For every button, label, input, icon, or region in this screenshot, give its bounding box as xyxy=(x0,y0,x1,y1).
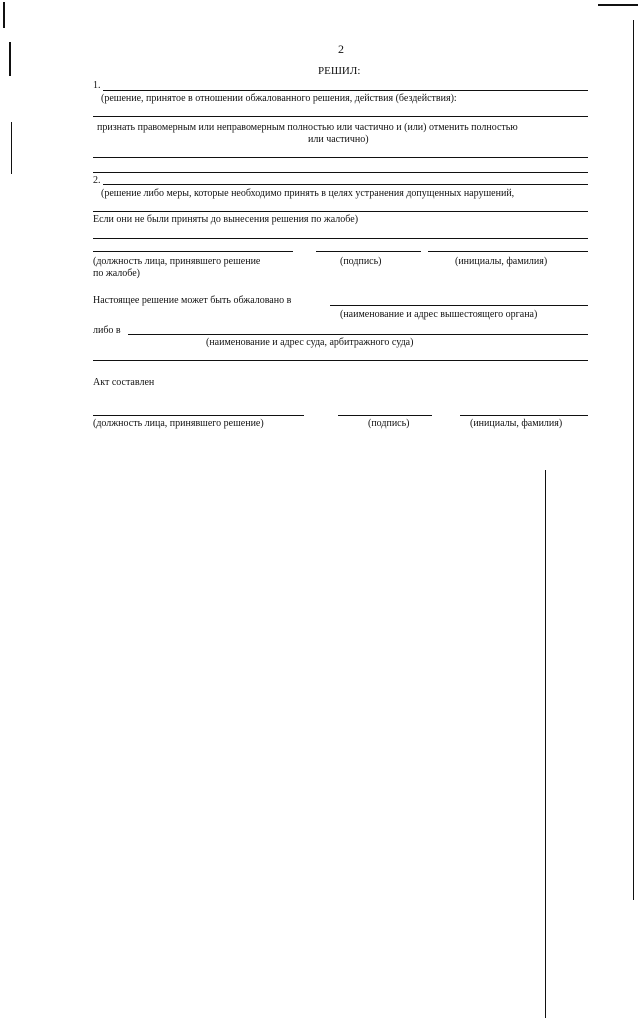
fill-line xyxy=(103,184,588,185)
appeal-text: Настоящее решение может быть обжаловано в xyxy=(93,295,292,306)
fill-line xyxy=(330,305,588,306)
fill-line xyxy=(128,334,588,335)
scan-edge-mark xyxy=(11,122,12,174)
signature-line xyxy=(460,415,588,416)
fill-line xyxy=(93,157,588,158)
scan-edge-mark xyxy=(598,4,638,6)
signature-line xyxy=(316,251,421,252)
field-hint: (решение, принятое в отношении обжалованного решения, действия (бездействия): xyxy=(101,93,457,104)
field-hint: признать правомерным или неправомерным полностью или частично и (или) отменить полностью xyxy=(97,122,518,133)
signature-line xyxy=(93,415,304,416)
fill-line xyxy=(93,172,588,173)
position-caption: (должность лица, принявшего решение xyxy=(93,256,261,267)
or-label: либо в xyxy=(93,325,121,336)
position-caption: (должность лица, принявшего решение) xyxy=(93,418,264,429)
fill-line xyxy=(93,238,588,239)
signature-line xyxy=(93,251,293,252)
field-hint: (наименование и адрес суда, арбитражного суда) xyxy=(206,337,414,348)
position-caption: по жалобе) xyxy=(93,268,141,279)
field-hint: (наименование и адрес вышестоящего органа) xyxy=(340,309,538,320)
fill-line xyxy=(103,90,588,91)
field-hint: (решение либо меры, которые необходимо принять в целях устранения допущенных нарушений, xyxy=(101,188,515,199)
initials-caption: (инициалы, фамилия) xyxy=(455,256,548,267)
scan-edge-mark xyxy=(3,2,5,28)
scan-edge-mark xyxy=(9,42,11,76)
initials-caption: (инициалы, фамилия) xyxy=(470,418,563,429)
act-label: Акт составлен xyxy=(93,377,155,388)
scan-edge-mark xyxy=(633,20,634,900)
signature-line xyxy=(428,251,588,252)
signature-caption: (подпись) xyxy=(368,418,410,429)
fill-line xyxy=(93,116,588,117)
item-number: 2. xyxy=(93,175,101,186)
fill-line xyxy=(93,211,588,212)
scan-edge-mark xyxy=(545,470,546,1018)
fill-line xyxy=(93,360,588,361)
signature-line xyxy=(338,415,432,416)
field-hint: Если они не были приняты до вынесения решения по жалобе) xyxy=(93,214,359,225)
section-heading: РЕШИЛ: xyxy=(318,65,361,77)
field-hint: или частично) xyxy=(308,134,369,145)
page-number: 2 xyxy=(338,42,344,56)
signature-caption: (подпись) xyxy=(340,256,382,267)
item-number: 1. xyxy=(93,80,101,91)
